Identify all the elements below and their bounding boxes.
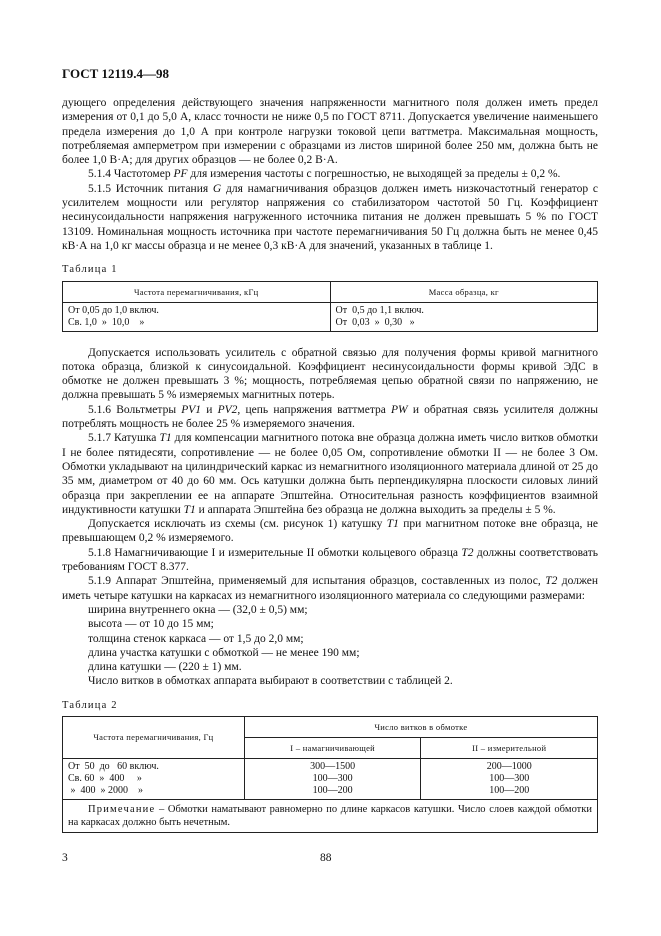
clause-5-1-5: 5.1.5 Источник питания G для намагничивания образцов должен иметь низкочастотный генератор с усилителем мощности или регулятор напряжения со стабилизатором частотой 50 Гц. Коэффициент несинусоидальности напряжения нагруженного источника питания не должен превышать 5 % по ГОСТ 13109. Номинальная мощность источника при частоте перемагничивания 50 Гц должна быть не менее 0,45 кВ·А на 1,0 кг массы образца и не менее 0,3 кВ·А для значений, указанных в таблице 1. [62,182,598,252]
table2-note: Примечание – Обмотки наматывают равномерно по длине каркасов катушки. Число слоев каждой обмотки на каркасах должно быть нечетным. [63,799,598,832]
table1-col-frequency: Частота перемагничивания, кГц [63,281,331,302]
turns-paragraph: Число витков в обмотках аппарата выбирают в соответствии с таблицей 2. [88,675,453,688]
page-header: ГОСТ 12119.4—98 [62,66,170,81]
list-item: высота — от 10 до 15 мм; [88,618,214,631]
table1-col-mass: Масса образца, кг [330,281,598,302]
list-item: толщина стенок каркаса — от 1,5 до 2,0 мм; [88,632,304,645]
clause-5-1-7: 5.1.7 Катушка T1 для компенсации магнитного потока вне образца должна иметь число витков обмотки I не более пятидесяти, сопротивление — не более 0,05 Ом, сопротивление обмотки II — не более 3 Ом. Обмотки укладывают на цилиндрический каркас из немагнитного изоляционного материала длиной от 25 до 35 мм, диаметром от 40 до 60 мм. Ось катушки должна быть перпендикулярна плоскости силовых линий образца при закреплении ее на аппарате Эпштейна. Относительная разность коэффициентов взаимной индуктивности катушки T1 и аппарата Эпштейна без образца не должна выходить за пределы ± 5 %. [62,432,598,516]
table2 [62,716,598,833]
intro-paragraph: дующего определения действующего значения напряженности магнитного поля должен иметь предел измерения от 0,1 до 5,0 А, класс точности не ниже 0,5 по ГОСТ 8711. Допускается увеличение наименьшего предела измерения до 1,0 А при контроле нагрузки токовой цепи ваттметра. Максимальная мощность, потребляемая амперметром при измерении с образцами из листов шириной более 250 мм, должна быть не более 1,0 В·А; для других образцов — не более 0,2 В·А. [62,97,598,167]
exclusion-paragraph: Допускается исключать из схемы (см. рисунок 1) катушку T1 при магнитном потоке вне образца, не превышающем 0,2 % измеряемого. [62,518,598,545]
page-number-center: 88 [320,852,332,864]
table1-caption: Таблица 1 [62,264,118,276]
clause-5-1-6: 5.1.6 Вольтметры PV1 и PV2, цепь напряжения ваттметра PW и обратная связь усилителя должны потреблять мощность не более 25 % измеряемого значения. [62,403,598,431]
clause-5-1-9: 5.1.9 Аппарат Эпштейна, применяемый для испытания образцов, составленных из полос, T2 должен иметь четыре катушки на каркасах из немагнитного изоляционного материала со следующими размерами: [62,575,599,602]
clause-5-1-8: 5.1.8 Намагничивающие I и измерительные II обмотки кольцевого образца T2 должны соответствовать требованиям ГОСТ 8.377. [62,546,598,574]
table2-caption: Таблица 2 [62,699,118,711]
amplifier-paragraph: Допускается использовать усилитель с обратной связью для получения формы кривой магнитного потока образца, близкой к синусоидальной. Коэффициент несинусоидальности формы кривой ЭДС в обмотке не должен превышать 3 %; мощность, потребляемая цепью обратной связи по напряжению, не должна превышать 5 % измеряемых магнитных потерь. [62,346,598,402]
table-row: От 0,05 до 1,0 включ. Св. 1,0 » 10,0 » От 0,5 до 1,1 включ. От 0,03 » 0,30 » [63,302,598,331]
table2-col-magnetizing: I – намагничивающей [244,737,421,758]
list-item: ширина внутреннего окна — (32,0 ± 0,5) мм; [88,603,308,616]
table1 [62,281,598,332]
page-number-left: 3 [62,852,68,864]
table2-col-frequency: Частота перемагничивания, Гц [63,716,245,758]
table-row: От 50 до 60 включ. Св. 60 » 400 » » 400 » 2000 » 300—1500 100—300 100—200 200—1000 100—300 100—200 [63,758,598,799]
table2-col-measuring: II – измерительной [421,737,598,758]
clause-5-1-4: 5.1.4 Частотомер PF для измерения частоты с погрешностью, не выходящей за пределы ± 0,2 %. [88,168,561,181]
page-body [62,96,598,833]
table2-col-group: Число витков в обмотке [244,716,597,737]
list-item: длина катушки — (220 ± 1) мм. [88,661,242,674]
list-item: длина участка катушки с обмоткой — не менее 190 мм; [88,646,360,659]
